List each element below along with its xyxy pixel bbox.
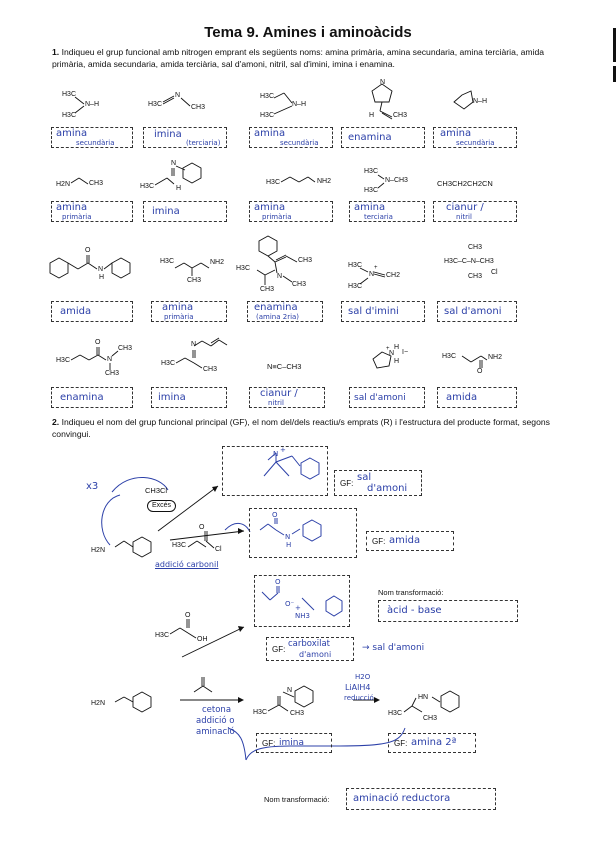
answer-r1c1-line1: amina [56, 128, 88, 139]
answer-r1c2-line1: imina [154, 129, 182, 140]
struct-r3c1-atom-o: O [85, 247, 91, 254]
answer-box-r2c5[interactable] [433, 201, 517, 222]
struct-r3c4-atom-ch2: CH2 [386, 272, 401, 279]
q2-product-box-2[interactable] [249, 508, 357, 558]
struct-r3c4-atom-h3c-top: H3C [348, 262, 363, 269]
struct-r4c1-atom-ch3-top: CH3 [118, 345, 133, 352]
struct-r1c5-bonds [454, 91, 473, 109]
answer-r4c2-line1: imina [158, 392, 186, 403]
gf-box-3[interactable] [266, 637, 354, 661]
answer-r1c5-line1: amina [440, 128, 472, 139]
struct-r2c3-atom-h3c: H3C [266, 179, 281, 186]
gf-label-3: GF: [272, 645, 286, 654]
struct-r4c4-atom-h-bottom: H [394, 358, 400, 365]
struct-r1c1-atom-h3c-top: H3C [62, 91, 77, 98]
struct-r4c5-atom-h3c: H3C [442, 353, 457, 360]
q2-imine-atom-h3c: H3C [253, 709, 268, 716]
struct-r3c3-atom-h3c: H3C [236, 265, 251, 272]
gf-answer-3-line1: carboxilat [288, 639, 331, 649]
q2-reagent-ch3cl: CH3Cl [145, 486, 168, 495]
answer-r4c3-line1: cianur / [260, 388, 298, 399]
answer-r1c3-line1: amina [254, 128, 286, 139]
answer-r3c2-line2: primària [164, 313, 194, 321]
struct-r4c4-iodide: I− [402, 349, 409, 356]
struct-r1c3-atom-h3c-top: H3C [260, 93, 275, 100]
answer-r2c2-line1: imina [152, 206, 180, 217]
struct-r1c3-bonds [274, 93, 292, 114]
q2-p3-atom-o-minus: O⁻ [285, 600, 295, 608]
transform-box-2[interactable] [346, 788, 496, 810]
struct-r3c2-atom-ch3: CH3 [187, 277, 202, 284]
struct-r2c4-atom-nch3: N–CH3 [385, 177, 408, 184]
q2-amine-atom-hn: HN [418, 694, 429, 701]
q2-acyl-chloride [188, 531, 214, 548]
struct-r2c3-atom-nh2: NH2 [317, 178, 332, 185]
q2-ketone-note-1: cetona [202, 705, 232, 715]
q2-water-note: H2O [355, 673, 371, 681]
q2-p2-atom-n: N [285, 533, 291, 541]
gf-box-1[interactable] [334, 470, 422, 496]
answer-r2c5-line1: cianur / [446, 202, 484, 213]
answer-box-r3c5[interactable] [437, 301, 517, 322]
struct-r3c2-atom-h3c: H3C [160, 258, 175, 265]
struct-r3c4-atom-h3c-bottom: H3C [348, 283, 363, 290]
answer-r3c5-line1: sal d'amoni [444, 306, 502, 317]
struct-r3c4-charge: + [374, 265, 378, 271]
struct-r1c3-atom-h3c-bottom: H3C [260, 112, 275, 119]
answer-box-r4c1[interactable] [51, 387, 133, 408]
answer-box-r3c1[interactable] [51, 301, 133, 322]
q2-product-box-3[interactable] [254, 575, 350, 627]
question-2-text: Indiqueu el nom del grup funcional principal (GF), el nom del/dels reactiu/s emprats (R) i l'estructura del producte format, segons convingui. [52, 417, 550, 439]
q2-acyl-atom-h3c: H3C [172, 542, 187, 549]
struct-r2c4-atom-h3c-top: H3C [364, 168, 379, 175]
struct-r4c3-formula: N≡C–CH3 [267, 362, 302, 371]
struct-r1c5-atom-nh: N–H [473, 98, 488, 105]
struct-r1c4-bonds [372, 84, 392, 119]
struct-r4c5-bonds [462, 356, 487, 368]
gf-label-4: GF: [262, 739, 276, 748]
struct-r2c1-bonds [71, 178, 88, 184]
struct-r3c3-atom-ch3-n: CH3 [292, 281, 307, 288]
transform-label-1: Nom transformació: [378, 588, 444, 597]
struct-r2c2-atom-h: H [176, 185, 182, 192]
q2-ketone-note-3: aminació [196, 727, 235, 737]
answer-box-r1c3[interactable] [249, 127, 333, 148]
q2-amine-atom-ch3: CH3 [423, 715, 438, 722]
answer-box-r4c3[interactable] [249, 387, 325, 408]
struct-r4c1-atom-h3c: H3C [56, 357, 71, 364]
q2-benzylamine [115, 537, 151, 712]
gf-answer-3-note: → sal d'amoni [362, 643, 425, 653]
answer-r1c4-line1: enamina [348, 132, 392, 143]
answer-r2c1-line2: primària [62, 213, 92, 221]
struct-r4c1-atom-ch3-bottom: CH3 [105, 370, 120, 377]
struct-r3c2-atom-nh2: NH2 [210, 259, 225, 266]
gf-label-2: GF: [372, 537, 386, 546]
struct-r3c5-atom-ch3-bottom: CH3 [468, 273, 483, 280]
struct-r4c4-charge: + [386, 346, 390, 352]
answer-r4c5-line1: amida [446, 392, 478, 403]
struct-r2c2-bonds [155, 163, 201, 185]
q2-reduction-note: reducció [344, 694, 374, 702]
struct-r4c4-atom-h-top: H [394, 344, 400, 351]
answer-r2c1-line1: amina [56, 202, 88, 213]
answer-r4c3-line2: nitril [268, 399, 284, 407]
answer-box-r1c4[interactable] [341, 127, 425, 148]
struct-r3c5-atom-cl: Cl [491, 269, 498, 276]
answer-r3c3-line1: enamina [254, 302, 298, 313]
question-1-number: 1. [52, 47, 60, 57]
answer-box-r1c2[interactable] [143, 127, 227, 148]
answer-box-r4c4[interactable] [349, 387, 425, 408]
answer-box-r4c5[interactable] [437, 387, 517, 408]
answer-r3c1-line1: amida [60, 306, 92, 317]
q2-product-amine [404, 691, 459, 712]
struct-r3c3-atom-n: N [277, 273, 283, 280]
struct-r4c2-atom-ch3: CH3 [203, 366, 218, 373]
q2-p3-atom-o: O [275, 578, 281, 586]
struct-r2c4-atom-h3c-bottom: H3C [364, 187, 379, 194]
answer-r2c4-line1: amina [354, 202, 386, 213]
struct-r4c2-atom-h3c: H3C [161, 360, 176, 367]
q2-product-box-1[interactable] [222, 446, 328, 496]
q2-acyl-note: addició carbonil [155, 560, 219, 569]
gf-answer-2: amida [389, 535, 421, 546]
q2-acyl-atom-cl: Cl [215, 546, 222, 553]
page-title: Tema 9. Amines i aminoàcids [204, 24, 412, 41]
struct-r3c2-bonds [175, 263, 209, 276]
struct-r1c4-atom-h: H [369, 112, 375, 119]
struct-r2c5-formula: CH3CH2CH2CN [437, 179, 493, 188]
q2-p3-atom-nh3: NH3 [295, 612, 310, 620]
q2-acid-atom-h3c: H3C [155, 632, 170, 639]
struct-r4c1-atom-n: N [107, 356, 113, 363]
struct-r2c1-atom-h2n: H2N [56, 181, 71, 188]
transform-label-2: Nom transformació: [264, 795, 330, 804]
struct-r2c1-atom-ch3: CH3 [89, 180, 104, 187]
struct-r1c2-atom-ch3: CH3 [191, 104, 206, 111]
gf-answer-1-line2: d'amoni [367, 483, 408, 494]
answer-r2c5-line2: nitril [456, 213, 472, 221]
q2-amine-atom-h3c: H3C [388, 710, 403, 717]
q2-imine-atom-n: N [287, 687, 293, 694]
answer-box-r2c3[interactable] [249, 201, 333, 222]
struct-r2c4-bonds [378, 175, 384, 188]
q2-p3-charge: + [295, 604, 301, 612]
gf-answer-3-line2: d'amoni [299, 650, 332, 659]
struct-r2c3-bonds [281, 177, 315, 182]
q2-acid-atom-o: O [185, 612, 191, 619]
question-1-text: Indiqueu el grup funcional amb nitrogen emprant els següents noms: amina primària, amina secundaria, amina terciària, amida primària, amida secundaria, amida terciària, sal d'amoni, nitril, sal d'imini, imina i enamina. [52, 47, 545, 69]
struct-r1c2-atom-n: N [175, 92, 181, 99]
q2-ketone [194, 677, 212, 692]
answer-r2c3-line1: amina [254, 202, 286, 213]
answer-box-r2c4[interactable] [349, 201, 425, 222]
gf-label-1: GF: [340, 479, 354, 488]
struct-r4c1-atom-o: O [95, 339, 101, 346]
q2-benzylamine-label-1: H2N [91, 547, 106, 554]
struct-r2c2-atom-h3c: H3C [140, 183, 155, 190]
struct-r2c2-atom-n: N [171, 160, 177, 167]
q2-reduction-reagent: LiAlH4 [345, 683, 371, 692]
gf-label-5: GF: [394, 739, 408, 748]
answer-r1c5-line2: secundària [456, 139, 495, 147]
question-2 [52, 416, 576, 440]
struct-r1c1-bonds [75, 97, 84, 113]
q2-p1-charge: + [280, 446, 286, 454]
struct-r4c2-atom-n: N [191, 341, 197, 348]
question-2-number: 2. [52, 417, 60, 427]
struct-r4c4-atom-n: N [389, 350, 395, 357]
answer-r3c2-line1: amina [162, 302, 194, 313]
struct-r1c4-atom-n: N [380, 79, 386, 86]
q2-x3-note: x3 [86, 481, 99, 492]
q2-acid-atom-oh: OH [197, 636, 208, 643]
struct-r3c3-atom-ch3-right: CH3 [298, 257, 313, 264]
answer-r4c4-line1: sal d'amoni [354, 393, 406, 403]
answer-r1c3-line2: secundària [280, 139, 319, 147]
struct-r4c5-atom-o: O [477, 368, 483, 375]
struct-r3c1-atom-h: H [99, 274, 105, 281]
q2-acyl-atom-o: O [199, 524, 205, 531]
struct-r4c2-bonds [176, 338, 227, 368]
q2-imine-atom-ch3: CH3 [290, 710, 305, 717]
answer-box-r2c1[interactable] [51, 201, 133, 222]
q2-reagent-excess: Excés [147, 500, 176, 512]
struct-r3c5-chain: H3C–C–N–CH3 [444, 258, 494, 265]
struct-r4c5-atom-nh2: NH2 [488, 354, 503, 361]
answer-r2c3-line2: primària [262, 213, 292, 221]
struct-r1c4-atom-ch3: CH3 [393, 112, 408, 119]
answer-r3c3-line2: (amina 2ria) [256, 313, 300, 321]
answer-box-r1c1[interactable] [51, 127, 133, 148]
struct-r1c1-atom-h3c-bottom: H3C [62, 112, 77, 119]
transform-box-1[interactable] [378, 600, 518, 622]
answer-box-r2c2[interactable] [143, 201, 227, 222]
q2-p2-atom-o: O [272, 511, 278, 519]
answer-r1c2-line2: (terciaria) [186, 139, 221, 147]
gf-answer-5: amina 2ª [411, 737, 457, 748]
gf-box-2[interactable] [366, 531, 454, 551]
answer-box-r4c2[interactable] [151, 387, 227, 408]
struct-r3c1-atom-n: N [98, 266, 104, 273]
struct-r3c4-atom-n: N [369, 271, 375, 278]
answer-r2c4-line2: terciaria [364, 213, 393, 221]
struct-r1c2-atom-h3c: H3C [148, 101, 163, 108]
q2-propanoic-acid [170, 619, 196, 638]
answer-box-r3c4[interactable] [341, 301, 425, 322]
transform-answer-1: àcid - base [387, 605, 442, 616]
q2-p1-atom-n: N [273, 450, 279, 458]
gf-answer-1-line1: sal [357, 472, 372, 483]
struct-r1c1-atom-nh: N–H [85, 101, 100, 108]
gf-box-5[interactable] [388, 733, 476, 753]
answer-r1c1-line2: secundària [76, 139, 115, 147]
q2-benzylamine-label-2: H2N [91, 700, 106, 707]
answer-r4c1-line1: enamina [60, 392, 104, 403]
gf-answer-4: imina [279, 738, 304, 748]
answer-box-r1c5[interactable] [433, 127, 517, 148]
q2-ketone-note-2: addició o [196, 716, 235, 726]
answer-r3c4-line1: sal d'imini [348, 306, 399, 317]
answer-box-r3c3[interactable] [247, 301, 323, 322]
q2-p2-atom-h: H [286, 541, 292, 549]
struct-r3c1-bonds [50, 255, 130, 278]
transform-answer-2: aminació reductora [353, 793, 451, 804]
struct-r3c5-atom-ch3-top: CH3 [468, 244, 483, 251]
gf-box-4[interactable] [256, 733, 332, 753]
struct-r1c3-atom-nh: N–H [292, 101, 307, 108]
struct-r3c3-atom-ch3-bottom: CH3 [260, 286, 275, 293]
answer-box-r3c2[interactable] [151, 301, 227, 322]
